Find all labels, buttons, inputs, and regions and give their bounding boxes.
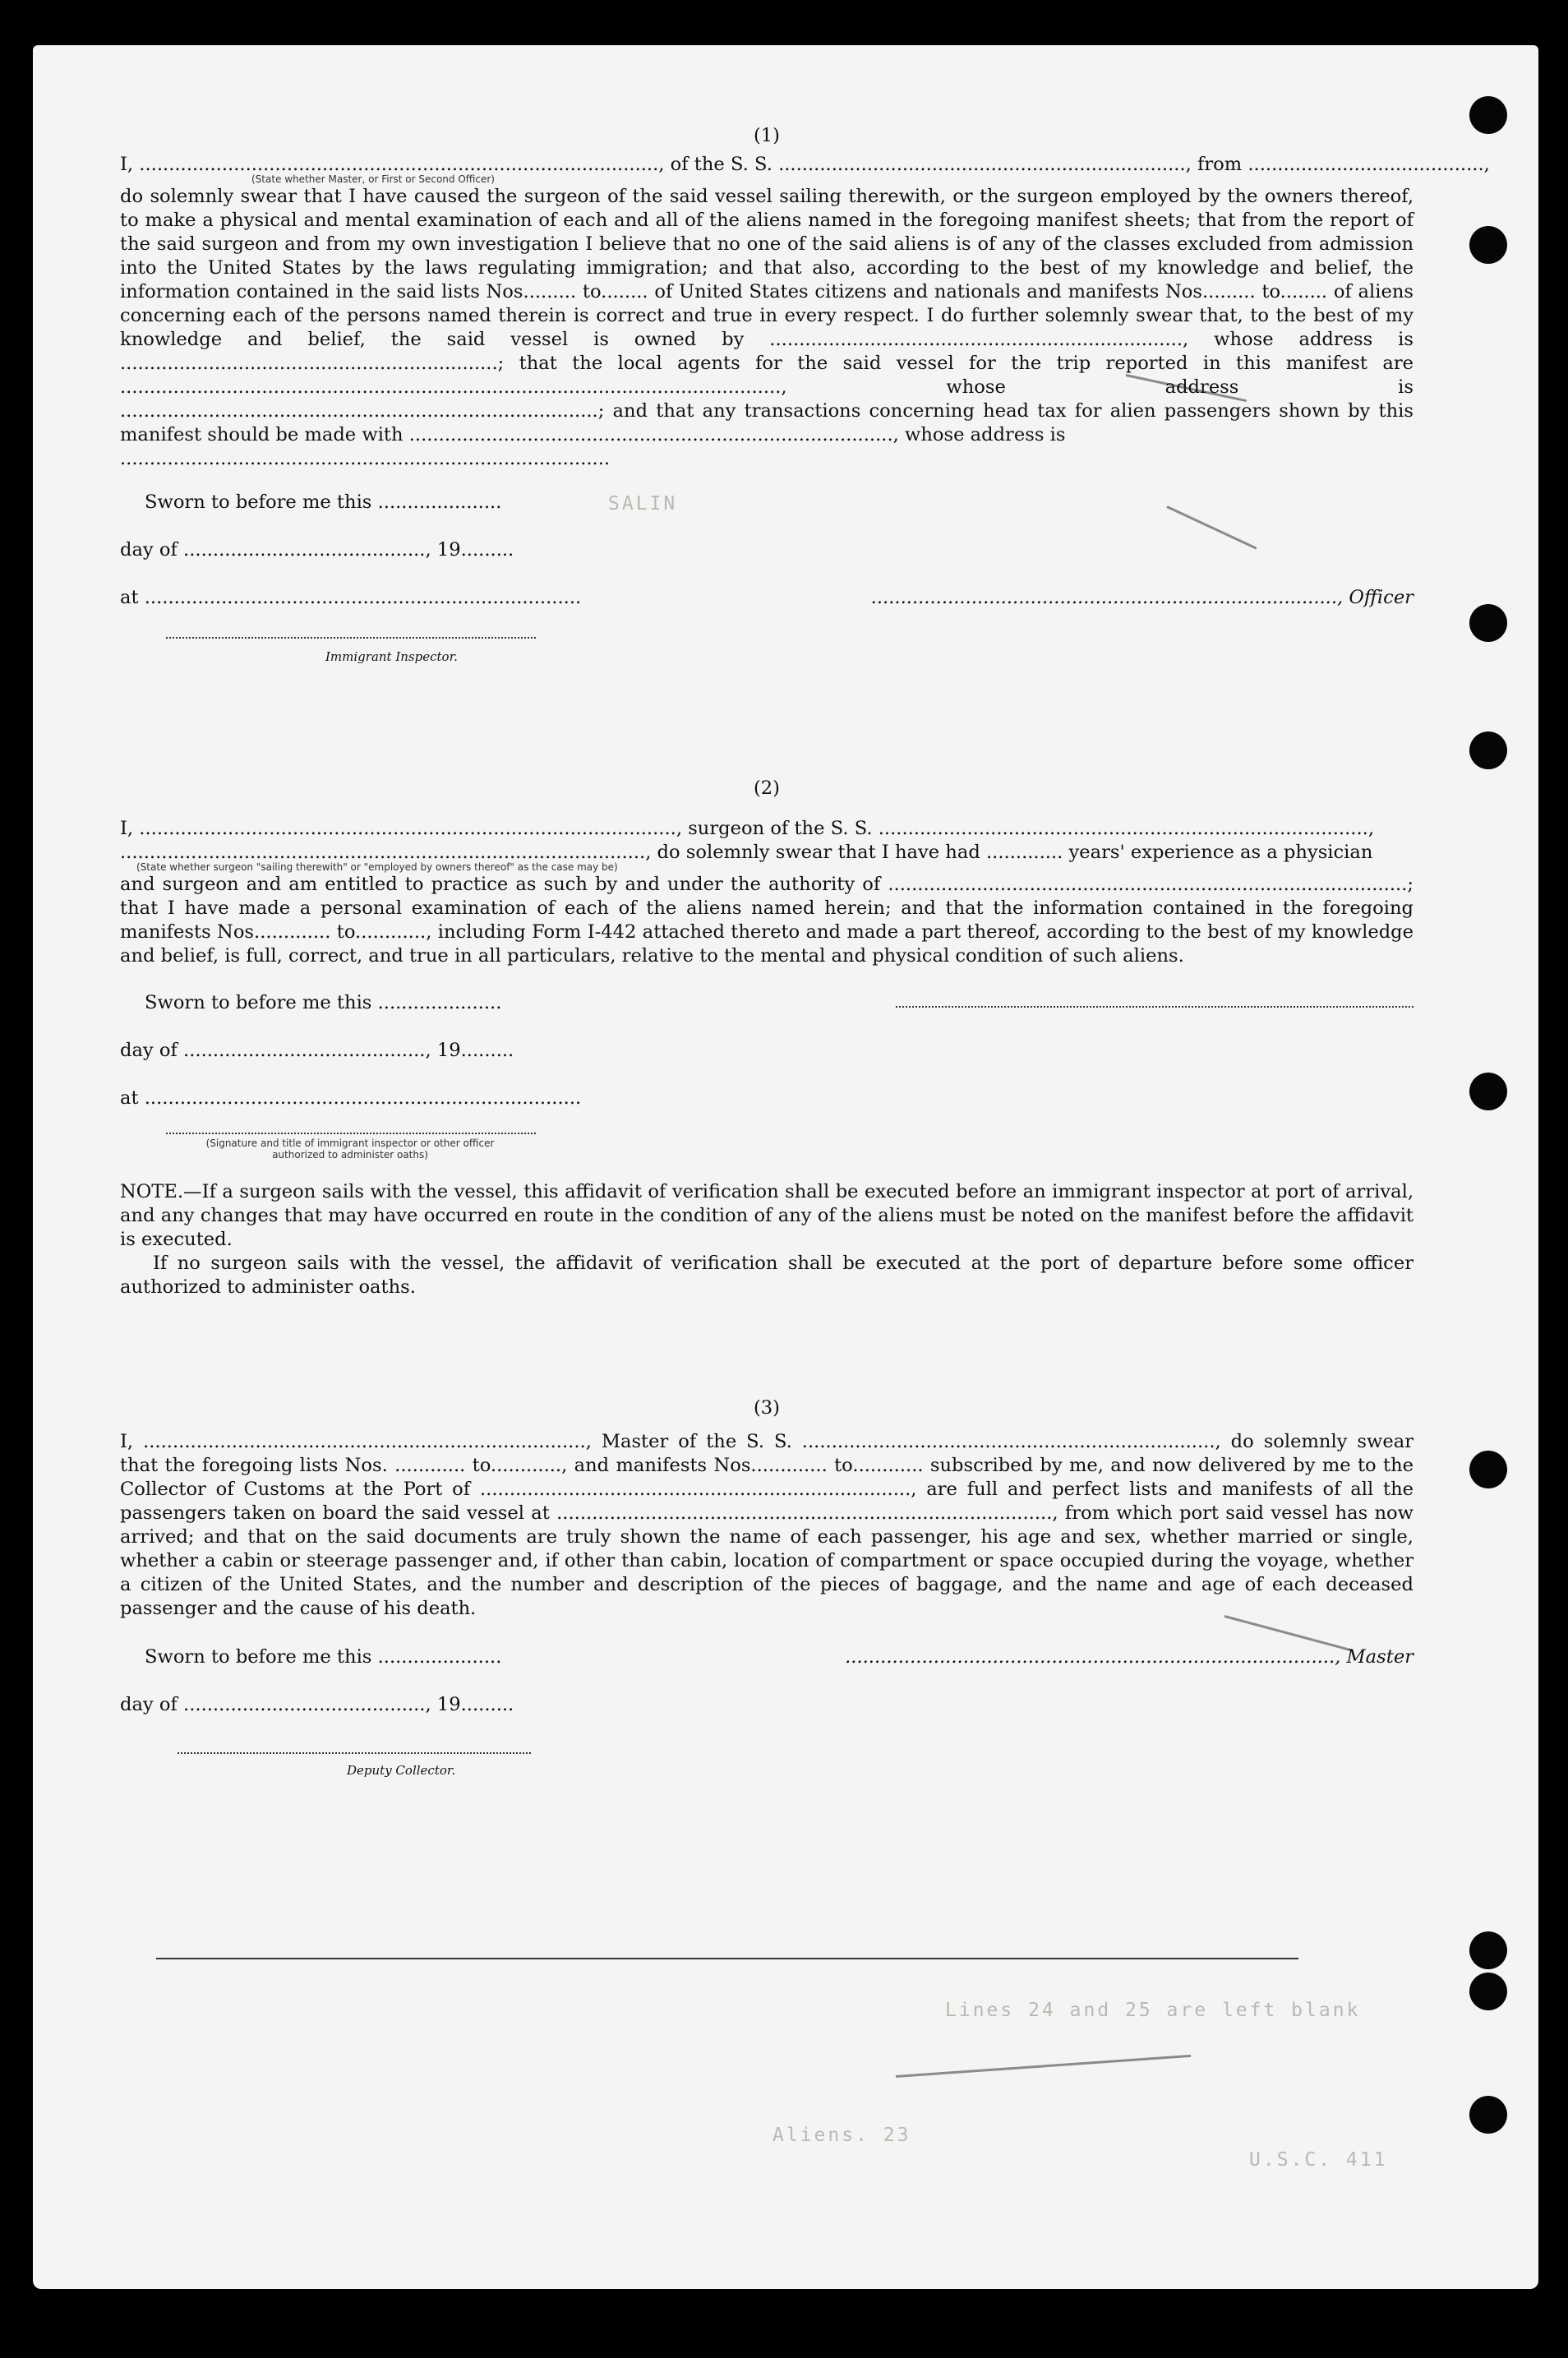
master-signature-line: ..................................................................................., Master (845, 1646, 1414, 1668)
binder-hole (1469, 731, 1507, 769)
sworn-line: Sworn to before me this ..................... (145, 1646, 502, 1668)
signature-block (120, 491, 1414, 704)
binder-hole (1469, 604, 1507, 642)
binder-hole (1469, 226, 1507, 264)
field-note: (Signature and title of immigrant inspector or other officer authorized to administer oaths) (205, 1137, 495, 1161)
oath-text: I, ..........................................................................., Master of the S. S. ......................................................................, do solemnly swear that the foregoing lists Nos. ............ to............, and manifests Nos............. to............ subscribed by me, and now delivered by me to the Collector of Customs at the Port of ........................................................................., are full and perfect lists and manifests of all the passengers taken on board the said vessel at ...................................................................................., from which port said vessel has now arrived; and that on the said documents are truly shown the name of each passenger, his age and sex, whether married or single, whether a cabin or steerage passenger and, if other than cabin, location of compartment or space occupied during the voyage, whether a citizen of the United States, and the number and description of the pieces of baggage, and the name and age of each deceased passenger and the cause of his death. (120, 1431, 1414, 1619)
bleed-through-text: U.S.C. 411 (1249, 2149, 1388, 2171)
section-number: (1) (753, 125, 780, 146)
collector-signature-line (178, 1752, 531, 1754)
surgeon-line-2: ........................................................................................., do solemnly swear that I have had ............. years' experience as a physician (120, 842, 1373, 863)
date-line: day of ........................................., 19......... (120, 1694, 514, 1715)
binder-hole (1469, 96, 1507, 134)
oath-tail: ................................................................................... (120, 448, 611, 469)
place-line: at .......................................................................... (120, 1087, 582, 1109)
inspector-label: Immigrant Inspector. (325, 649, 458, 664)
note-text-2: If no surgeon sails with the vessel, the affidavit of verification shall be executed at the port of departure before some officer authorized to administer oaths. (120, 1253, 1414, 1298)
oath-forms (120, 124, 1490, 1810)
note-text: NOTE.—If a surgeon sails with the vessel, this affidavit of verification shall be executed before an immigrant inspector at port of arrival, and any changes that may have occurred en route in the condition of any of the aliens must be noted on the manifest before the affidavit is executed. (120, 1181, 1414, 1250)
signature-block (120, 1645, 1414, 1810)
place-line: at .......................................................................... (120, 587, 582, 608)
signature-block (120, 991, 1414, 1180)
document-page (33, 45, 1538, 2289)
bleed-through-text: Aliens. 23 (772, 2125, 911, 2146)
binder-hole (1469, 1073, 1507, 1110)
master-line: I, ........................................................................................, of the S. S. ....................................................................., from ........................................, (120, 154, 1490, 175)
sworn-line: Sworn to before me this ..................... (145, 992, 502, 1013)
surgeon-signature-line (896, 1006, 1414, 1008)
oath-text: and surgeon and am entitled to practice as such by and under the authority of ........................................................................................; that I have made a personal examination of each of the aliens named herein; and that the information contained in the foregoing manifests Nos............. to............, including Form I-442 attached thereto and made a part thereof, according to the best of my knowledge and belief, is full, correct, and true in all particulars, relative to the mental and physical condition of such aliens. (120, 874, 1414, 967)
field-note: (State whether surgeon "sailing therewith" or "employed by owners thereof" as the case may be) (136, 861, 618, 873)
surgeon-line: I, ..........................................................................................., surgeon of the S. S. ..................................................................................., (120, 818, 1375, 839)
section-number: (2) (753, 778, 780, 799)
binder-hole (1469, 2096, 1507, 2134)
date-line: day of ........................................., 19......... (120, 539, 514, 561)
binder-hole (1469, 1931, 1507, 1969)
oath-text: do solemnly swear that I have caused the surgeon of the said vessel sailing therewith, or the surgeon employed by the owners thereof, to make a physical and mental examination of each and all of the aliens named in the foregoing manifest sheets; that from the report of the said surgeon and from my own investigation I believe that no one of the said aliens is of any of the classes excluded from admission into the United States by the laws regulating immigration; and that also, according to the best of my knowledge and belief, the information contained in the said lists Nos......... to........ of United States citizens and nationals and manifests Nos......... to........ of aliens concerning each of the persons named therein is correct and true in every respect. I do further solemnly swear that, to the best of my knowledge and belief, the said vessel is owned by ......................................................................, whose address is ................................................................; that the local agents for the said vessel for the trip reported in this manifest are ................................................................................................................, whose address is .................................................................................; and that any transactions concerning head tax for alien passengers shown by this manifest should be made with .................................................................................., whose address is (120, 186, 1414, 445)
officer-signature-line (166, 1133, 536, 1134)
binder-hole (1469, 1451, 1507, 1488)
handwriting-stroke (896, 2055, 1191, 2078)
section-number: (3) (753, 1397, 780, 1419)
sworn-line: Sworn to before me this ..................... (145, 491, 502, 513)
collector-label: Deputy Collector. (347, 1763, 456, 1778)
bleed-through-text: Lines 24 and 25 are left blank (945, 2000, 1361, 2021)
officer-signature-line: ..............................................................................., Officer (870, 587, 1414, 608)
bottom-rule (156, 1958, 1298, 1959)
date-line: day of ........................................., 19......... (120, 1040, 514, 1061)
bleed-through-text: SALIN (608, 493, 678, 515)
inspector-signature-line (166, 637, 536, 639)
binder-hole (1469, 1973, 1507, 2010)
field-note: (State whether Master, or First or Second Officer) (251, 173, 495, 185)
